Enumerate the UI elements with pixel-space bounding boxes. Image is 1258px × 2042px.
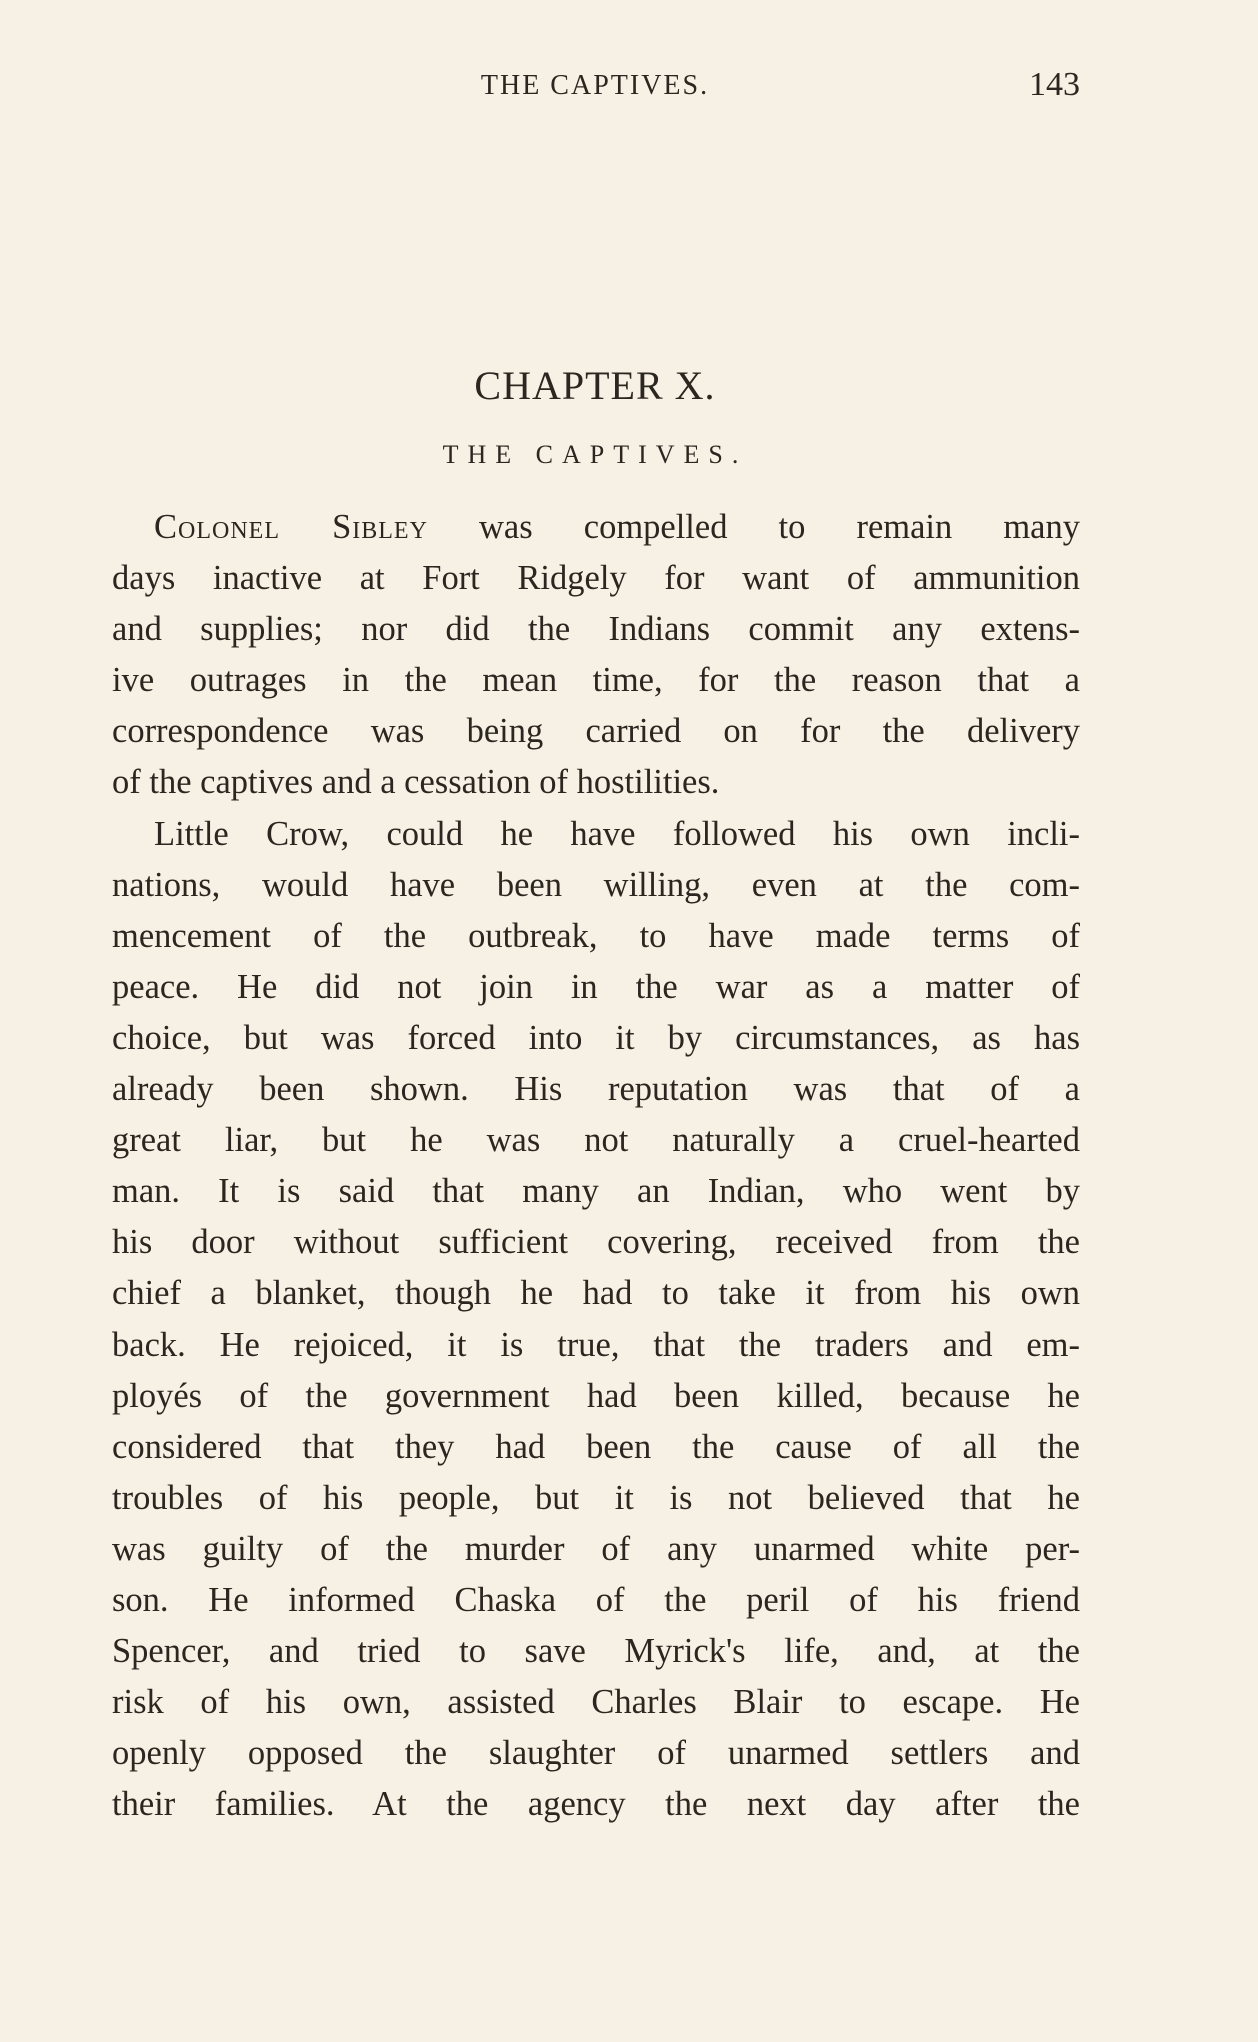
running-head: [110, 66, 1080, 110]
text-line: son. He informed Chaska of the peril of his friend: [112, 1580, 1080, 1619]
text-line: choice, but was forced into it by circumstances, as has: [112, 1018, 1080, 1057]
text-line: great liar, but he was not naturally a cruel-hearted: [112, 1121, 1080, 1160]
opening-words: Colonel Sibley: [154, 508, 428, 546]
running-title: THE CAPTIVES.: [480, 70, 710, 101]
text-line: was guilty of the murder of any unarmed white per-: [112, 1529, 1080, 1568]
text-line: back. He rejoiced, it is true, that the traders and em-: [112, 1325, 1080, 1364]
text-line: peace. He did not join in the war as a matter of: [112, 967, 1080, 1006]
text-line: Spencer, and tried to save Myrick's life, and, at the: [112, 1632, 1080, 1671]
text-line: and supplies; nor did the Indians commit any extens-: [112, 610, 1080, 649]
text-line: days inactive at Fort Ridgely for want of ammunition: [112, 559, 1080, 598]
text-line: considered that they had been the cause of all the: [112, 1427, 1080, 1466]
body-text: [112, 502, 1080, 1830]
text-line: chief a blanket, though he had to take it from his own: [112, 1274, 1080, 1313]
chapter-subtitle: THE CAPTIVES.: [442, 440, 748, 469]
text-line: their families. At the agency the next day after the: [112, 1785, 1080, 1824]
text-line-content: was compelled to remain many: [427, 508, 1080, 546]
text-line: his door without sufficient covering, received from the: [112, 1223, 1080, 1262]
text-line: openly opposed the slaughter of unarmed settlers and: [112, 1734, 1080, 1773]
text-line: nations, would have been willing, even at the com-: [112, 865, 1080, 904]
page-number: 143: [1029, 66, 1080, 103]
text-line: [112, 502, 1080, 553]
text-line: Little Crow, could he have followed his own incli-: [154, 814, 1080, 853]
text-line: man. It is said that many an Indian, who went by: [112, 1172, 1080, 1211]
text-line: risk of his own, assisted Charles Blair to escape. He: [112, 1683, 1080, 1722]
text-line: correspondence was being carried on for the delivery: [112, 712, 1080, 751]
text-line: ive outrages in the mean time, for the reason that a: [112, 661, 1080, 700]
text-line: already been shown. His reputation was that of a: [112, 1070, 1080, 1109]
text-line: of the captives and a cessation of hostilities.: [112, 763, 720, 802]
chapter-title: CHAPTER X.: [474, 363, 716, 408]
text-line: mencement of the outbreak, to have made terms of: [112, 916, 1080, 955]
text-line: ployés of the government had been killed, because he: [112, 1376, 1080, 1415]
text-line: troubles of his people, but it is not believed that he: [112, 1478, 1080, 1517]
